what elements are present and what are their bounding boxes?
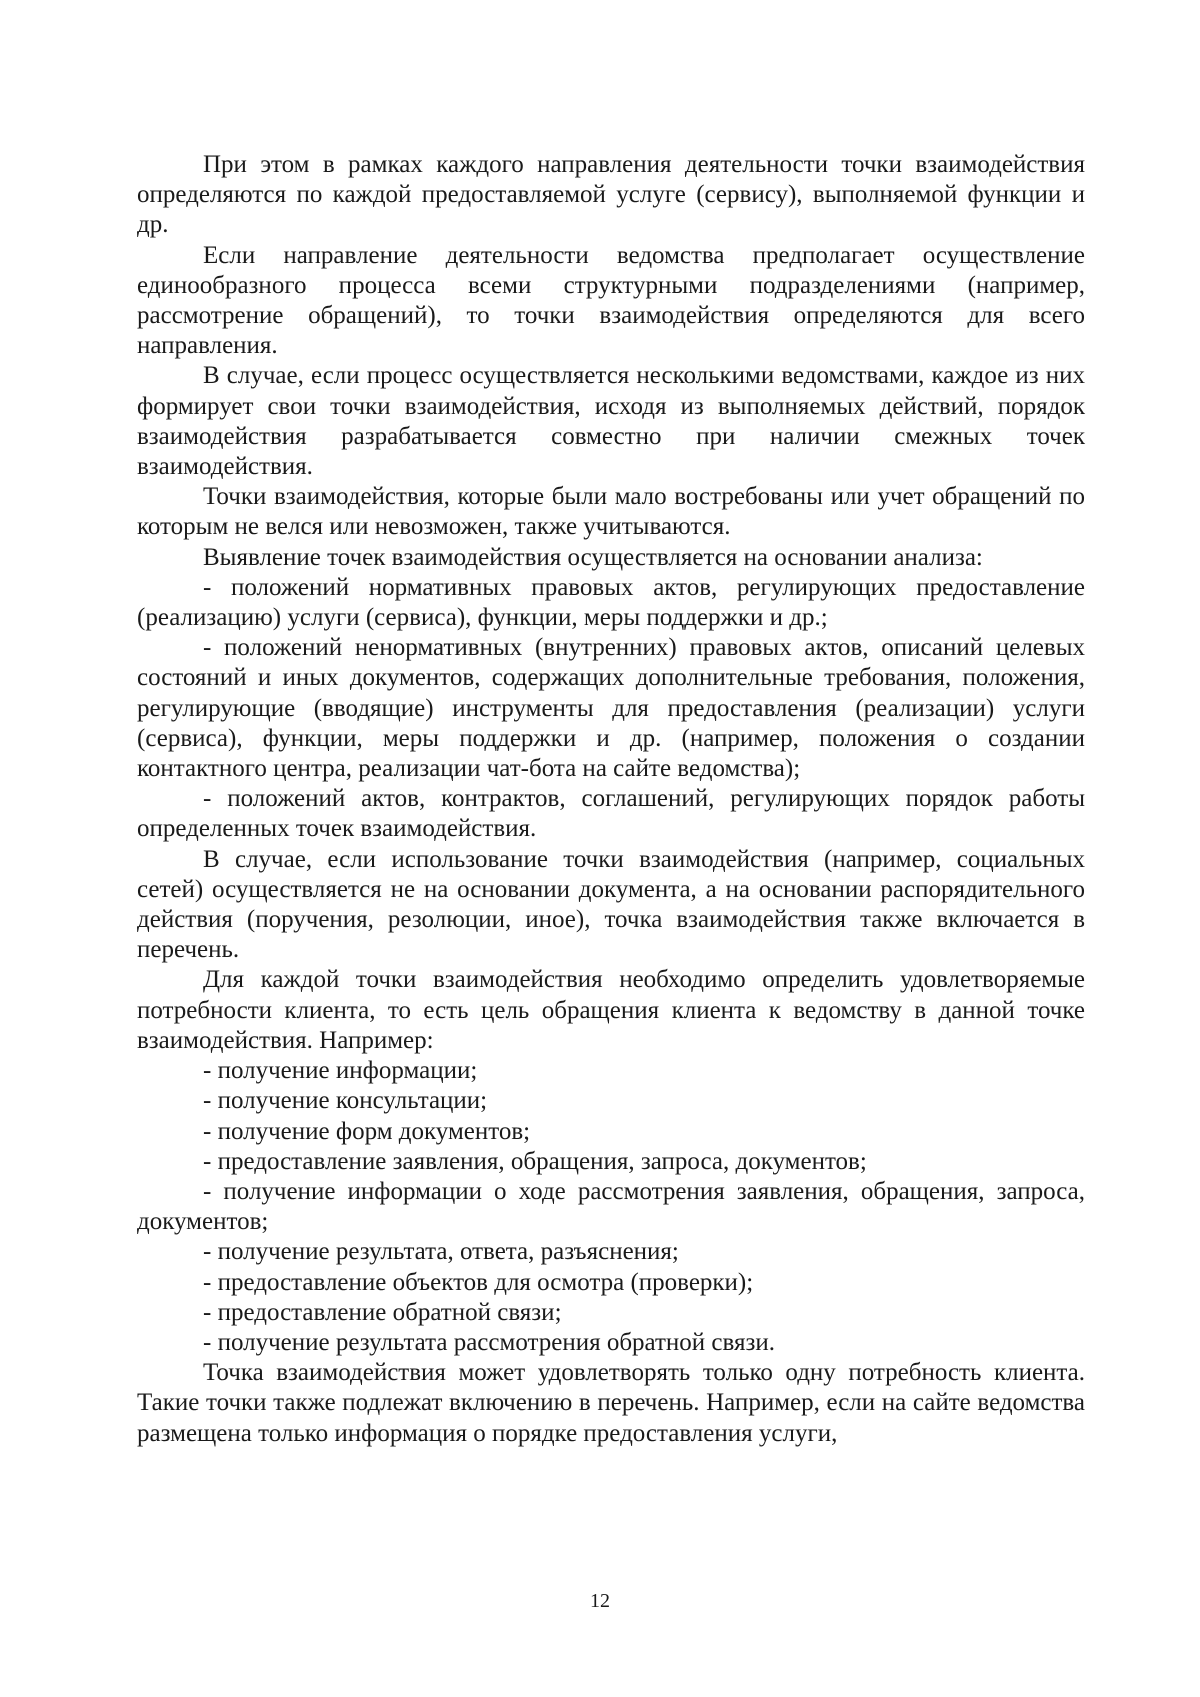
need-item-consultation: - получение консультации; [203, 1087, 488, 1115]
paragraph-5: Выявление точек взаимодействия осуществляется на основании анализа: [203, 543, 983, 571]
paragraph-4: Точки взаимодействия, которые были мало востребованы или учет обращений по которым не велся или невозможен, также учитываются. [137, 483, 1085, 541]
need-item-forms: - получение форм документов; [203, 1117, 531, 1145]
list-item-normative-acts: - положений нормативных правовых актов, регулирующих предоставление (реализацию) услуги (сервиса), функции, меры поддержки и др.; [137, 573, 1085, 632]
need-item-feedback-result: - получение результата рассмотрения обратной связи. [203, 1328, 775, 1356]
paragraph-3: В случае, если процесс осуществляется несколькими ведомствами, каждое из них формирует свои точки взаимодействия, исходя из выполняемых действий, порядок взаимодействия разрабатывается совместно при наличии смежных точек взаимодействия. [137, 362, 1085, 481]
need-item-status: - получение информации о ходе рассмотрения заявления, обращения, запроса, документов; [137, 1177, 1085, 1236]
need-item-information: - получение информации; [203, 1057, 478, 1085]
paragraph-2: Если направление деятельности ведомства предполагает осуществление единообразного процесса всеми структурными подразделениями (например, рассмотрение обращений), то точки взаимодействия определяются для всего направления. [137, 241, 1085, 360]
need-item-result: - получение результата, ответа, разъяснения; [203, 1238, 679, 1266]
need-item-inspection: - предоставление объектов для осмотра (проверки); [203, 1268, 754, 1296]
paragraph-20: Точка взаимодействия может удовлетворять только одну потребность клиента. Такие точки также подлежат включению в перечень. Например, если на сайте ведомства размещена только информация о порядке предоставления услуги, [137, 1359, 1085, 1447]
need-item-submission: - предоставление заявления, обращения, запроса, документов; [203, 1147, 867, 1175]
list-item-non-normative-acts: - положений ненормативных (внутренних) правовых актов, описаний целевых состояний и иных документов, содержащих дополнительные требования, положения, регулирующие (вводящие) инструменты для предоставления (реализации) услуги (сервиса), функции, меры поддержки и др. (например, положения о создании контактного центра, реализации чат-бота на сайте ведомства); [137, 634, 1085, 783]
paragraph-1: При этом в рамках каждого направления деятельности точки взаимодействия определяются по каждой предоставляемой услуге (сервису), выполняемой функции и др. [137, 151, 1085, 239]
need-item-feedback: - предоставление обратной связи; [203, 1298, 562, 1326]
list-item-contracts: - положений актов, контрактов, соглашений, регулирующих порядок работы определенных точек взаимодействия. [137, 785, 1085, 843]
paragraph-10: Для каждой точки взаимодействия необходимо определить удовлетворяемые потребности клиента, то есть цель обращения клиента к ведомству в данной точке взаимодействия. Например: [137, 966, 1085, 1054]
body-text [137, 150, 1085, 1449]
paragraph-9: В случае, если использование точки взаимодействия (например, социальных сетей) осуществляется не на основании документа, а на основании распорядительного действия (поручения, резолюции, иное), точка взаимодействия также включается в перечень. [137, 845, 1085, 964]
page-number: 12 [590, 1590, 610, 1612]
